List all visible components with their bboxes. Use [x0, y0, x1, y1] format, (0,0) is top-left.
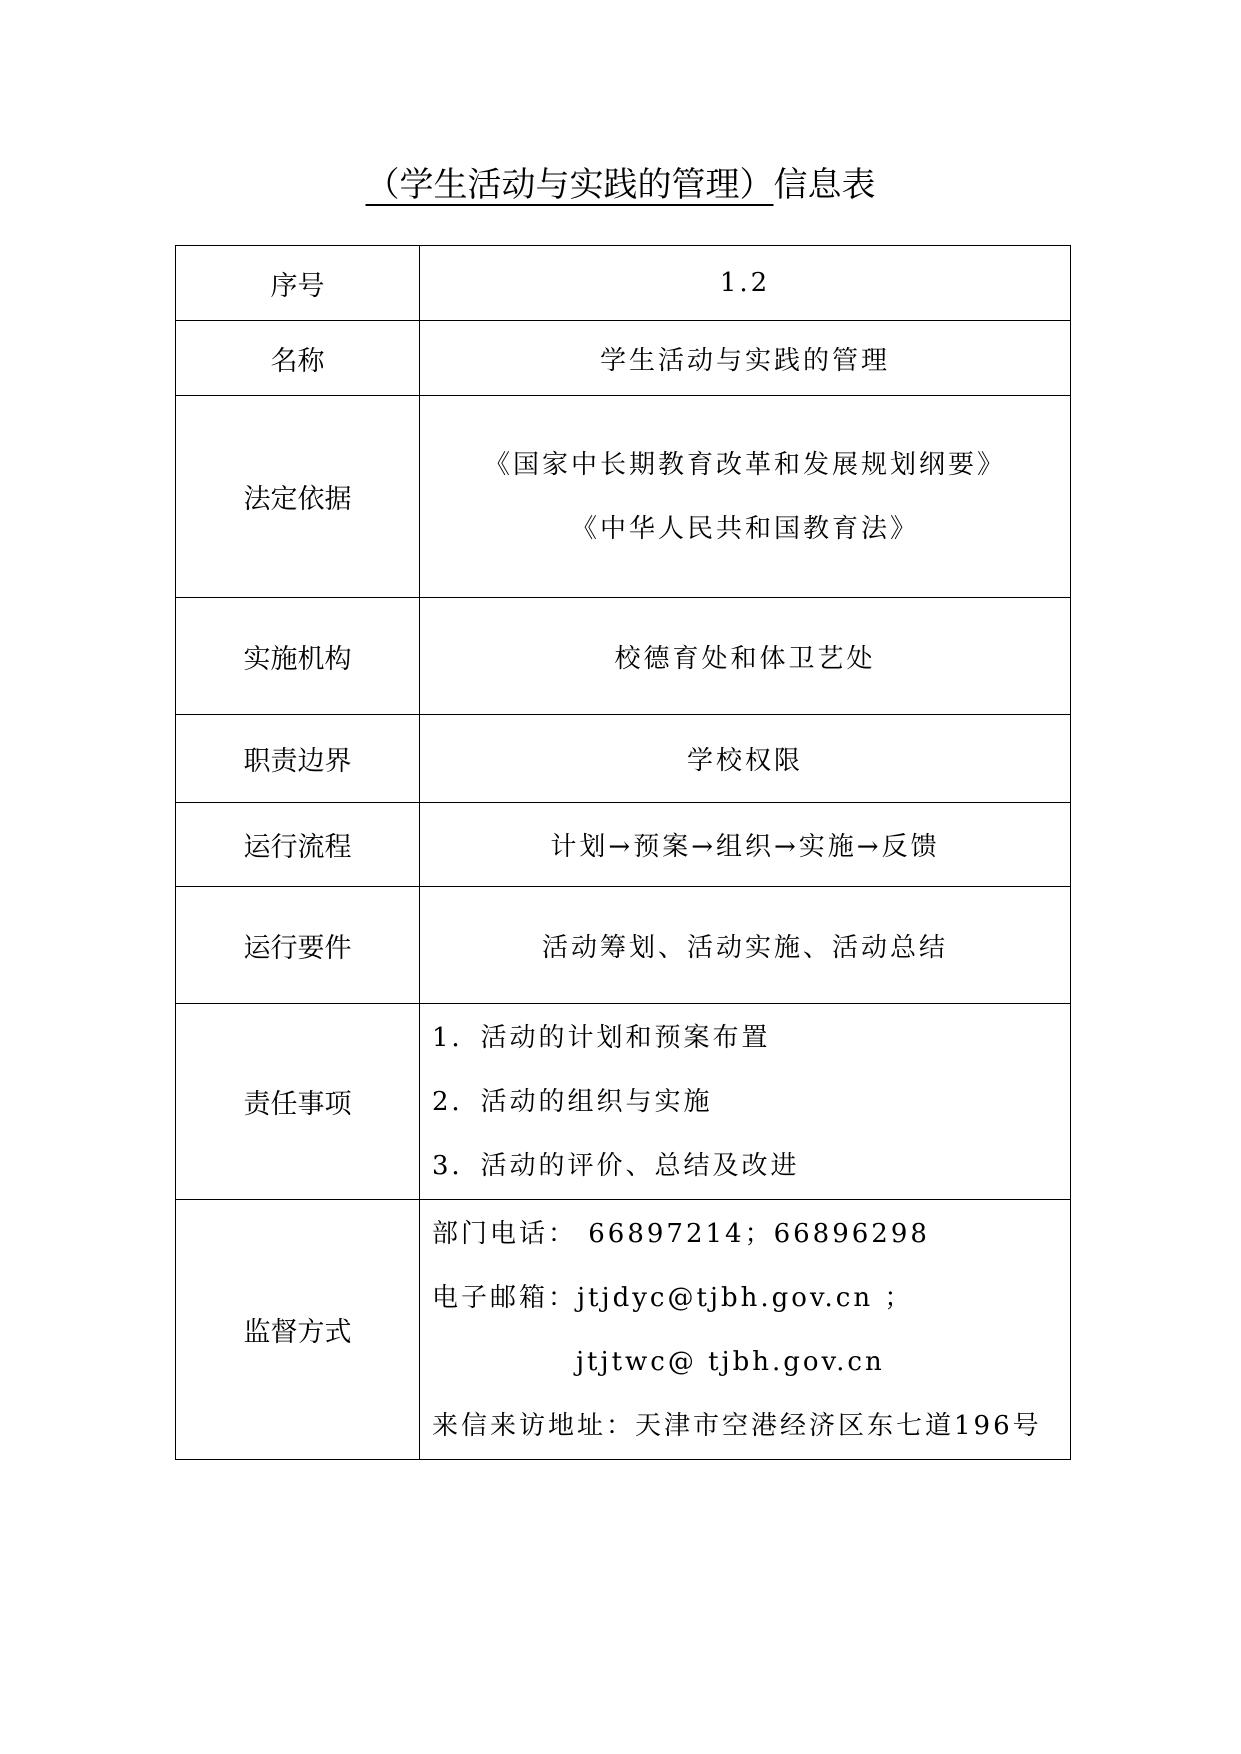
table-row-requirements — [176, 887, 1071, 1004]
table-row-legal-basis — [176, 396, 1071, 598]
requirements-value: 活动筹划、活动实施、活动总结 — [420, 887, 1071, 1004]
legal-basis-line: 《中华人民共和国教育法》 — [570, 513, 919, 544]
supervision-label: 监督方式 — [176, 1200, 420, 1460]
serial-value: 1.2 — [420, 246, 1071, 321]
name-label: 名称 — [176, 321, 420, 396]
table-row-boundary — [176, 715, 1071, 803]
name-value: 学生活动与实践的管理 — [420, 321, 1071, 396]
legal-basis-label: 法定依据 — [176, 396, 420, 598]
supervision-value — [420, 1200, 1071, 1460]
agency-label: 实施机构 — [176, 598, 420, 715]
supervision-phone: 部门电话： 66897214；66896298 — [432, 1218, 930, 1249]
process-value: 计划→预案→组织→实施→反馈 — [420, 803, 1071, 887]
supervision-email: 电子邮箱：jtjdyc@tjbh.gov.cn ； — [432, 1282, 914, 1313]
process-label: 运行流程 — [176, 803, 420, 887]
supervision-email-2: jtjtwc@ tjbh.gov.cn — [576, 1346, 885, 1377]
responsibilities-value — [420, 1004, 1071, 1200]
table-row-agency — [176, 598, 1071, 715]
boundary-value: 学校权限 — [420, 715, 1071, 803]
responsibility-item: 1．活动的计划和预案布置 — [432, 1022, 771, 1053]
responsibility-item: 2．活动的组织与实施 — [432, 1086, 713, 1117]
table-row-process — [176, 803, 1071, 887]
legal-basis-line: 《国家中长期教育改革和发展规划纲要》 — [483, 449, 1006, 480]
title-suffix: 信息表 — [773, 165, 876, 205]
title-underlined: （学生活动与实践的管理） — [365, 165, 774, 205]
table-row-responsibilities — [176, 1004, 1071, 1200]
supervision-address: 来信来访地址：天津市空港经济区东七道196号 — [432, 1410, 1042, 1441]
agency-value: 校德育处和体卫艺处 — [420, 598, 1071, 715]
info-table — [175, 245, 1071, 1460]
legal-basis-value — [420, 396, 1071, 598]
table-row-supervision — [176, 1200, 1071, 1460]
requirements-label: 运行要件 — [176, 887, 420, 1004]
serial-label: 序号 — [176, 246, 420, 321]
page-title — [0, 160, 1241, 210]
table-row-name — [176, 321, 1071, 396]
table-row-serial — [176, 246, 1071, 321]
responsibilities-label: 责任事项 — [176, 1004, 420, 1200]
boundary-label: 职责边界 — [176, 715, 420, 803]
responsibility-item: 3．活动的评价、总结及改进 — [432, 1150, 800, 1181]
